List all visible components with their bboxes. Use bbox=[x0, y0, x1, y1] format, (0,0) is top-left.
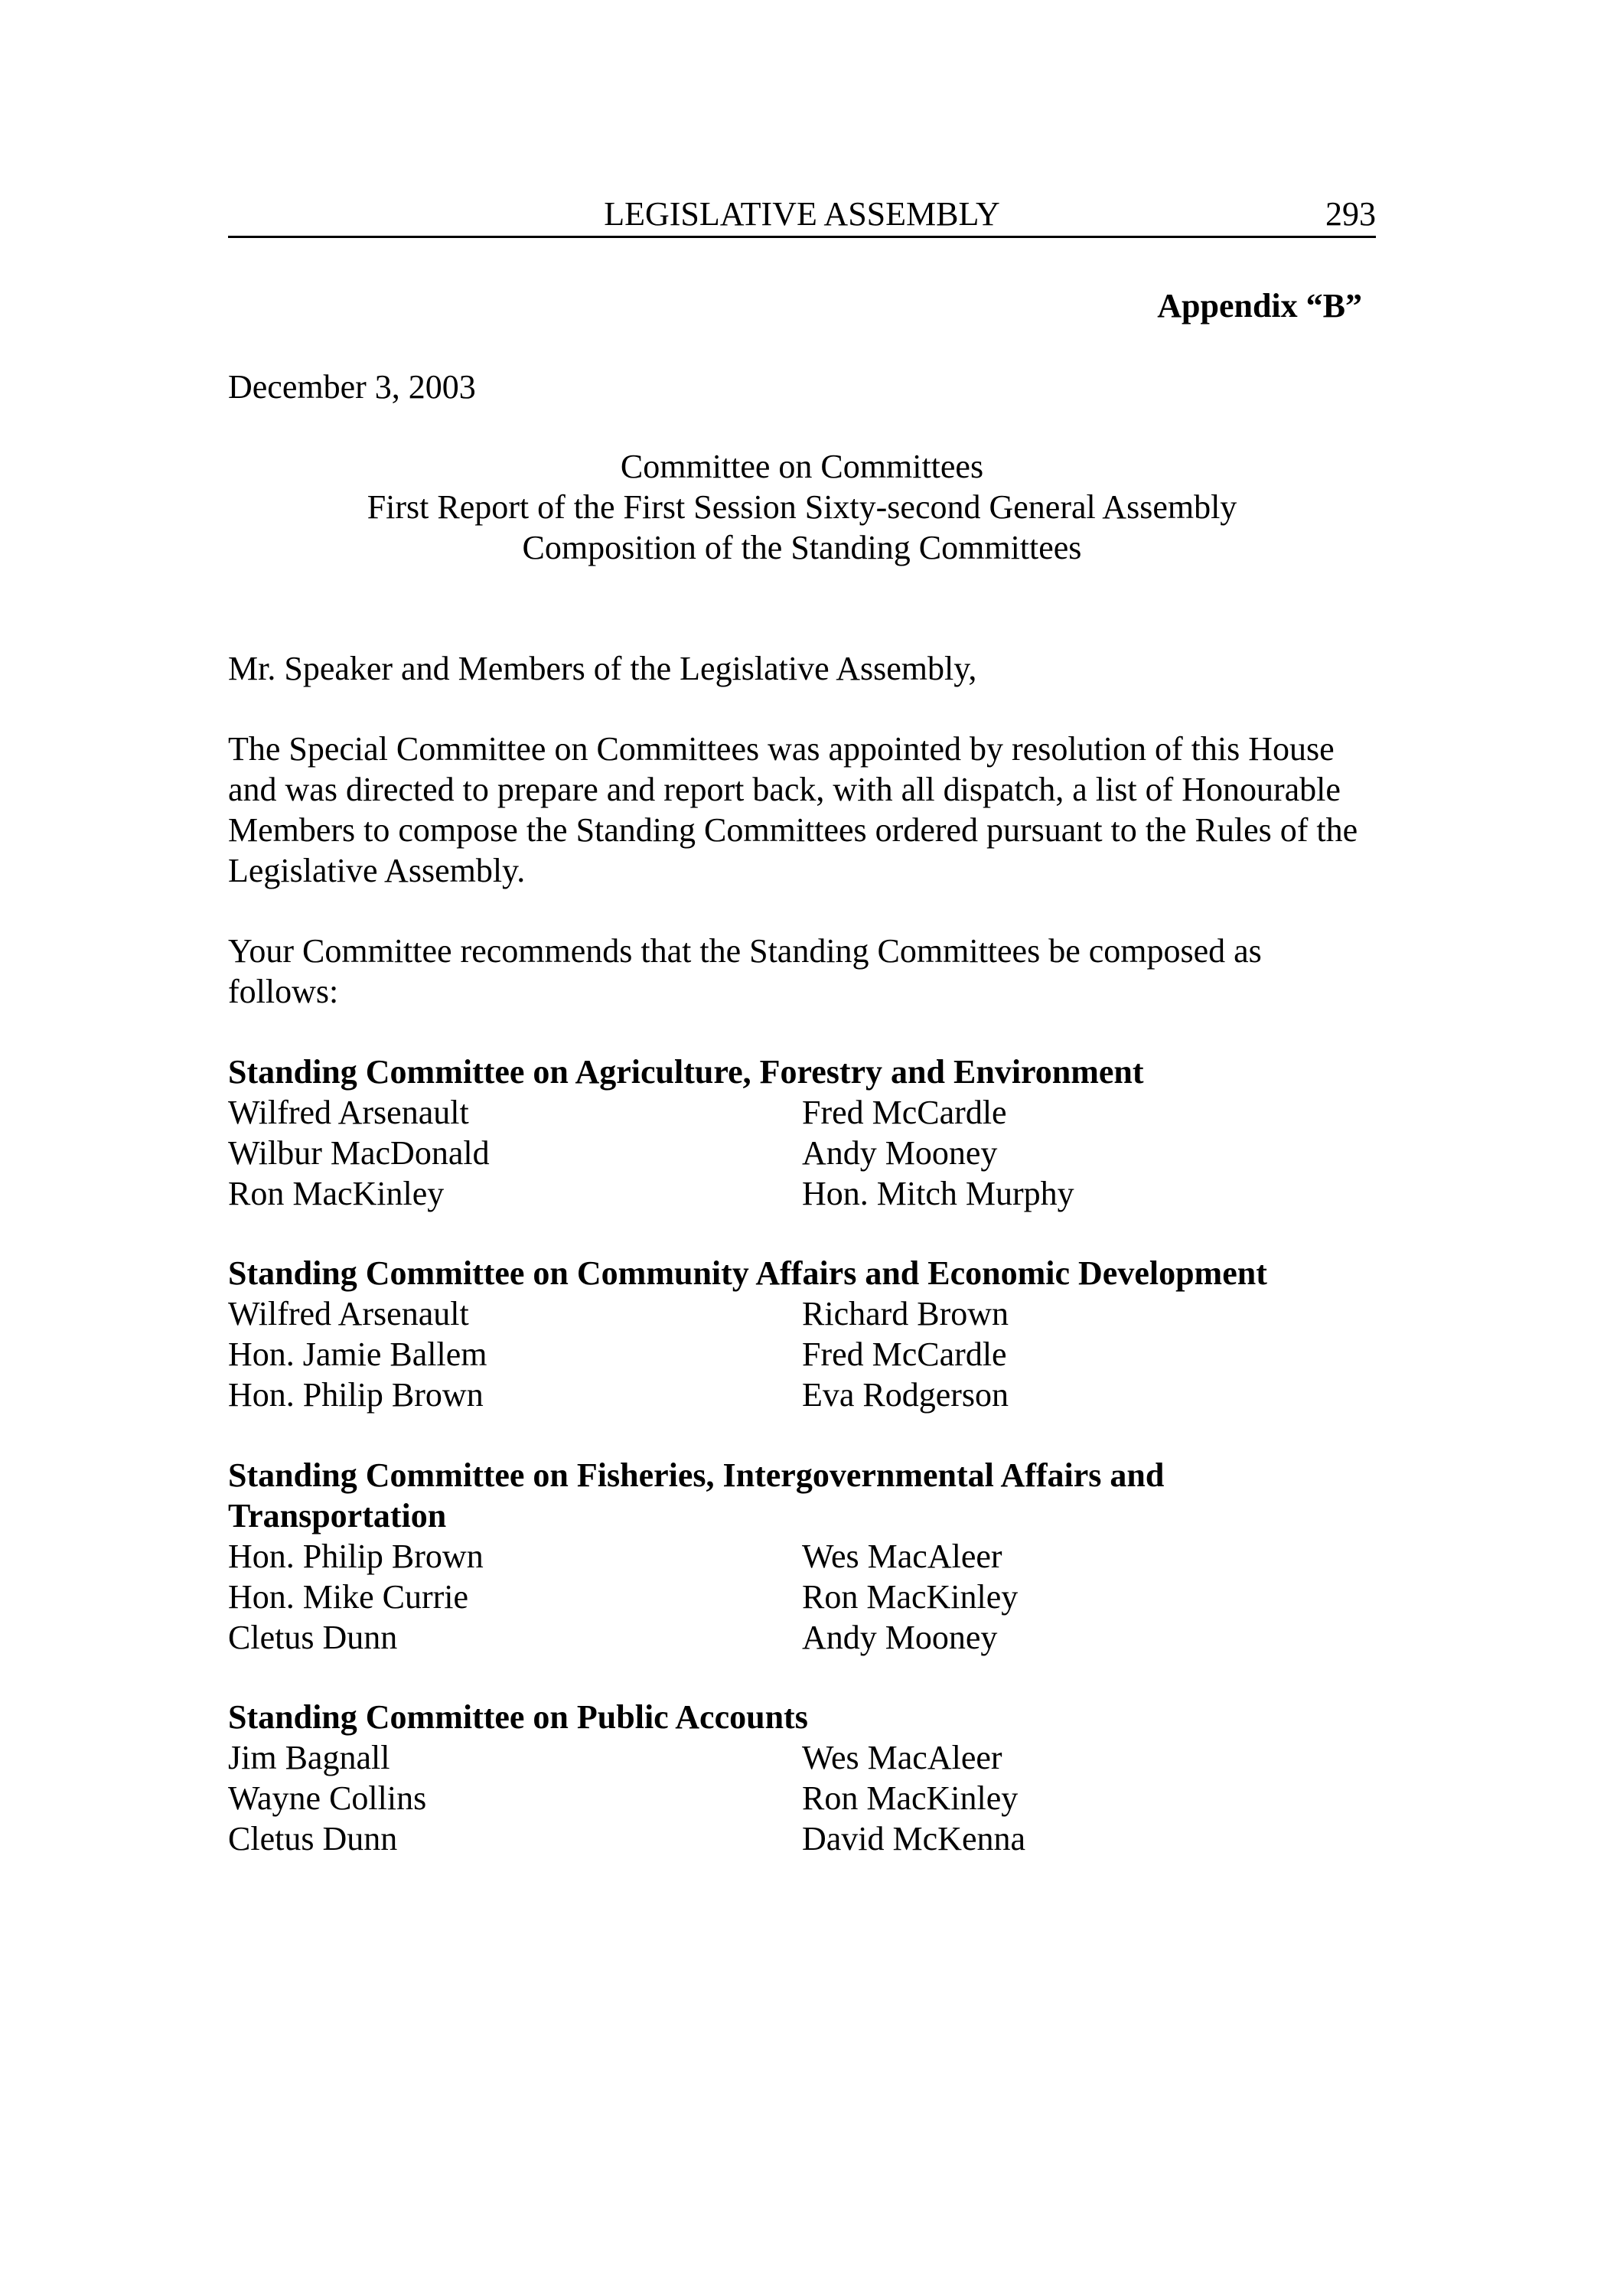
salutation: Mr. Speaker and Members of the Legislative Assembly, bbox=[228, 650, 977, 687]
member-name: Wes MacAleer bbox=[802, 1538, 1002, 1575]
committee-title: Standing Committee on Public Accounts bbox=[228, 1698, 808, 1736]
member-name: Hon. Philip Brown bbox=[228, 1376, 484, 1414]
member-name: Hon. Jamie Ballem bbox=[228, 1336, 487, 1373]
appendix-label: Appendix “B” bbox=[1157, 287, 1362, 325]
member-name: Jim Bagnall bbox=[228, 1739, 390, 1776]
member-name: Ron MacKinley bbox=[228, 1175, 445, 1212]
committee-title: Standing Committee on Fisheries, Intergovernmental Affairs and Transportation bbox=[228, 1456, 1165, 1534]
member-name: Cletus Dunn bbox=[228, 1619, 398, 1656]
member-name: Wilbur MacDonald bbox=[228, 1134, 490, 1172]
member-name: Ron MacKinley bbox=[802, 1578, 1019, 1616]
report-heading-line-1: Committee on Committees bbox=[620, 448, 984, 485]
committee-title: Standing Committee on Community Affairs and Economic Development bbox=[228, 1254, 1267, 1292]
report-heading bbox=[228, 446, 1376, 568]
member-name: Wayne Collins bbox=[228, 1779, 427, 1817]
member-name: Hon. Philip Brown bbox=[228, 1538, 484, 1575]
paragraph-recommendation: Your Committee recommends that the Standing Committees be composed as follows: bbox=[228, 932, 1262, 1010]
member-name: Cletus Dunn bbox=[228, 1820, 398, 1857]
member-name: Fred McCardle bbox=[802, 1336, 1007, 1373]
member-name: Wes MacAleer bbox=[802, 1739, 1002, 1776]
paragraph-appointment: The Special Committee on Committees was appointed by resolution of this House and was directed to prepare and report back, with all dispatch, a list of Honourable Members to compose the Standing Committees ordered pursuant to the Rules of the Legislative Assembly. bbox=[228, 730, 1358, 889]
committee-title: Standing Committee on Agriculture, Forestry and Environment bbox=[228, 1053, 1144, 1091]
member-name: Eva Rodgerson bbox=[802, 1376, 1009, 1414]
report-heading-line-3: Composition of the Standing Committees bbox=[522, 529, 1082, 566]
committee-public-accounts bbox=[228, 1697, 1376, 1859]
member-name: Andy Mooney bbox=[802, 1619, 998, 1656]
member-name: Wilfred Arsenault bbox=[228, 1094, 469, 1131]
member-name: Wilfred Arsenault bbox=[228, 1295, 469, 1332]
member-name: David McKenna bbox=[802, 1820, 1026, 1857]
page-number: 293 bbox=[1325, 195, 1376, 233]
member-name: Andy Mooney bbox=[802, 1134, 998, 1172]
report-heading-line-2: First Report of the First Session Sixty-second General Assembly bbox=[367, 488, 1237, 526]
member-list bbox=[228, 1536, 1376, 1658]
member-name: Ron MacKinley bbox=[802, 1779, 1019, 1817]
running-header bbox=[228, 193, 1376, 238]
committee-fisheries bbox=[228, 1455, 1376, 1658]
member-name: Richard Brown bbox=[802, 1295, 1009, 1332]
document-page bbox=[228, 0, 1376, 2296]
member-name: Fred McCardle bbox=[802, 1094, 1007, 1131]
member-name: Hon. Mike Currie bbox=[228, 1578, 469, 1616]
committee-agriculture bbox=[228, 1052, 1376, 1214]
member-list bbox=[228, 1092, 1376, 1214]
running-title: LEGISLATIVE ASSEMBLY bbox=[604, 195, 1000, 233]
committee-community-affairs bbox=[228, 1253, 1376, 1415]
member-list bbox=[228, 1737, 1376, 1859]
report-date: December 3, 2003 bbox=[228, 368, 476, 406]
member-list bbox=[228, 1293, 1376, 1415]
member-name: Hon. Mitch Murphy bbox=[802, 1175, 1074, 1212]
